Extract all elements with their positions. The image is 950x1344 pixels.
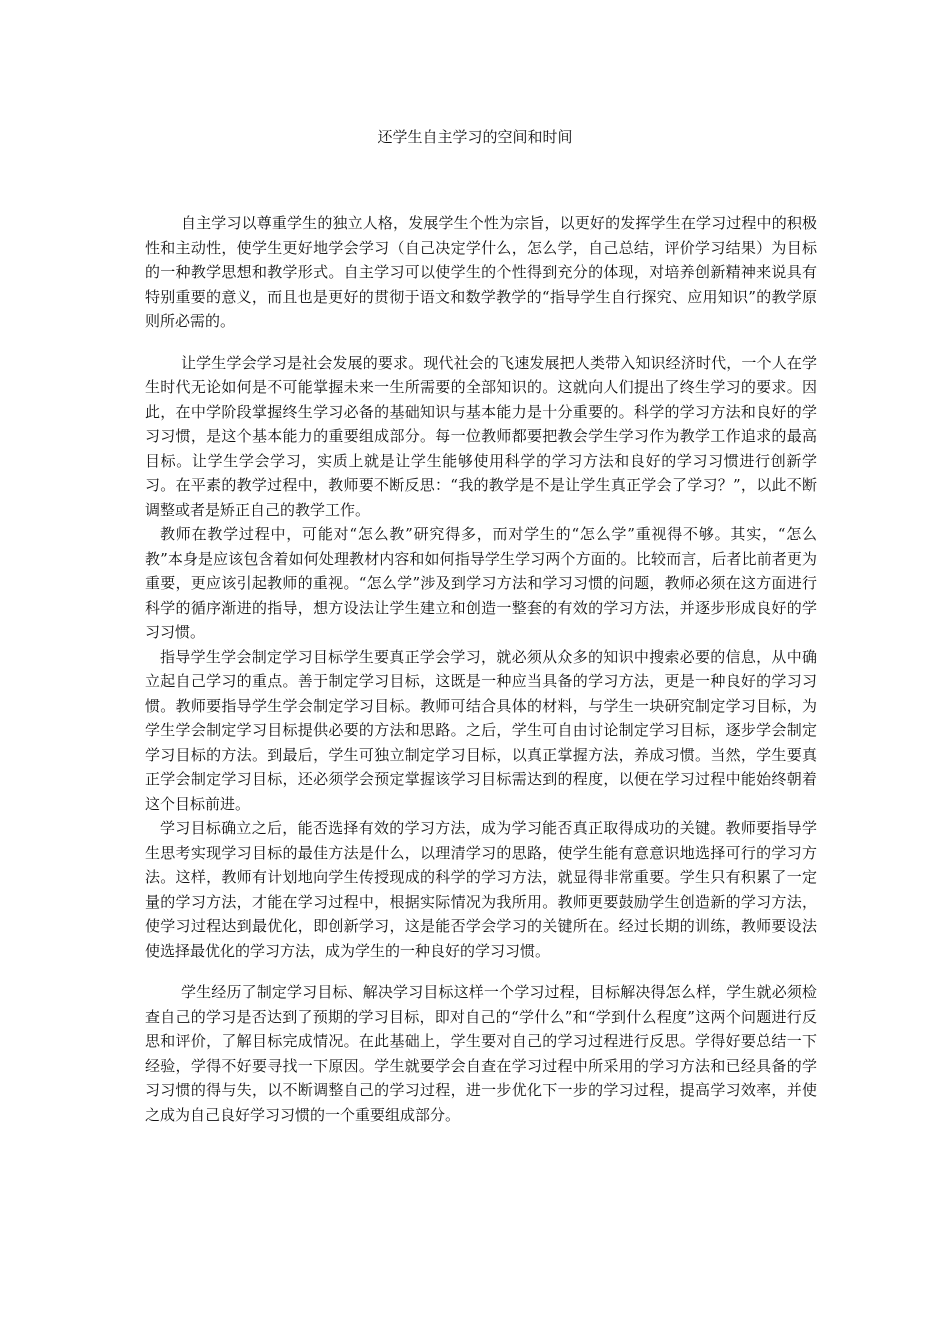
paragraph-6: 学生经历了制定学习目标、解决学习目标这样一个学习过程，目标解决得怎么样，学生就必须检查自己的学习是否达到了预期的学习目标，即对自己的“学什么”和“学到什么程度”这两个问题进行反思和评价，了解目标完成情况。在此基础上，学生要对自己的学习过程进行反思。学得好要总结一下经验，学得不好要寻找一下原因。学生就要学会自查在学习过程中所采用的学习方法和已经具备的学习习惯的得与失，以不断调整自己的学习过程，进一步优化下一步的学习过程，提高学习效率，并使之成为自己良好学习习惯的一个重要组成部分。 <box>145 983 817 1124</box>
paragraph-1: 自主学习以尊重学生的独立人格，发展学生个性为宗旨，以更好的发挥学生在学习过程中的积极性和主动性，使学生更好地学会学习（自己决定学什么，怎么学，自己总结，评价学习结果）为目标的一种教学思想和教学形式。自主学习可以使学生的个性得到充分的体现，对培养创新精神来说具有特别重要的意义，而且也是更好的贯彻于语文和数学教学的“指导学生自行探究、应用知识”的教学原则所必需的。 <box>145 214 817 330</box>
paragraph-3: 教师在教学过程中，可能对“怎么教”研究得多，而对学生的“怎么学”重视得不够。其实，“怎么教”本身是应该包含着如何处理教材内容和如何指导学生学习两个方面的。比较而言，后者比前者更为重要，更应该引起教师的重视。“怎么学”涉及到学习方法和学习习惯的问题，教师必须在这方面进行科学的循序渐进的指导，想方设法让学生建立和创造一整套的有效的学习方法，并逐步形成良好的学习习惯。 <box>145 525 817 641</box>
paragraph-5: 学习目标确立之后，能否选择有效的学习方法，成为学习能否真正取得成功的关键。教师要指导学生思考实现学习目标的最佳方法是什么，以理清学习的思路，使学生能有意意识地选择可行的学习方法。这样，教师有计划地向学生传授现成的科学的学习方法，就显得非常重要。学生只有积累了一定量的学习方法，才能在学习过程中，根据实际情况为我所用。教师更要鼓励学生创造新的学习方法，使学习过程达到最优化，即创新学习，这是能否学会学习的关键所在。经过长期的训练，教师要设法使选择最优化的学习方法，成为学生的一种良好的学习习惯。 <box>145 819 817 960</box>
document-body <box>145 211 817 1127</box>
paragraph-2: 让学生学会学习是社会发展的要求。现代社会的飞速发展把人类带入知识经济时代，一个人在学生时代无论如何是不可能掌握未来一生所需要的全部知识的。这就向人们提出了终生学习的要求。因此，在中学阶段掌握终生学习必备的基础知识与基本能力是十分重要的。科学的学习方法和良好的学习习惯，是这个基本能力的重要组成部分。每一位教师都要把教会学生学习作为教学工作追求的最高目标。让学生学会学习，实质上就是让学生能够使用科学的学习方法和良好的学习习惯进行创新学习。在平素的教学过程中，教师要不断反思：“我的教学是不是让学生真正学会了学习？”，以此不断调整或者是矫正自己的教学工作。 <box>145 353 817 519</box>
document-title: 还学生自主学习的空间和时间 <box>377 128 573 146</box>
paragraph-4: 指导学生学会制定学习目标学生要真正学会学习，就必须从众多的知识中搜索必要的信息，从中确立起自己学习的重点。善于制定学习目标，这既是一种应当具备的学习方法，更是一种良好的学习习惯。教师要指导学生学会制定学习目标。教师可结合具体的材料，与学生一块研究制定学习目标，为学生学会制定学习目标提供必要的方法和思路。之后，学生可自由讨论制定学习目标，逐步学会制定学习目标的方法。到最后，学生可独立制定学习目标，以真正掌握方法，养成习惯。当然，学生要真正学会制定学习目标，还必须学会预定掌握该学习目标需达到的程度，以便在学习过程中能始终朝着这个目标前进。 <box>145 647 817 813</box>
